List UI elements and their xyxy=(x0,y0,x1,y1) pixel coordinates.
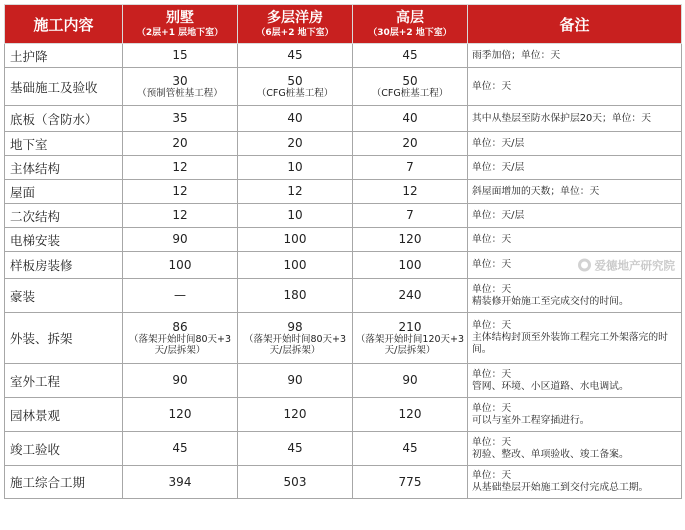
cell-villa-value: 45 xyxy=(172,441,188,455)
cell-high-value: 240 xyxy=(398,288,422,302)
note-line: 可以与室外工程穿插进行。 xyxy=(472,414,590,426)
watermark-logo-icon xyxy=(578,259,591,272)
cell-villa-value: 35 xyxy=(172,111,188,125)
row-note xyxy=(468,106,682,132)
note-line: 斜屋面增加的天数；单位：天 xyxy=(472,185,600,197)
cell-multi-value: 50 xyxy=(287,73,303,88)
cell-high xyxy=(353,398,468,432)
cell-multi-value: 180 xyxy=(283,288,307,302)
cell-high-value: 100 xyxy=(398,257,422,272)
cell-villa-detail: （落架开始时间80天+3天/层拆架） xyxy=(128,333,232,356)
header-villa-sub: （2层+1 层地下室） xyxy=(136,27,224,38)
row-name: 园林景观 xyxy=(5,398,123,432)
row-note xyxy=(468,398,682,432)
note-line: 单位：天 xyxy=(472,233,512,245)
cell-villa xyxy=(123,466,238,499)
cell-high-value: 50 xyxy=(402,73,418,88)
cell-villa xyxy=(123,398,238,432)
cell-villa-value: — xyxy=(174,288,186,302)
row-name: 底板（含防水） xyxy=(5,106,123,132)
cell-villa-value: 120 xyxy=(168,407,192,421)
cell-multi-value: 503 xyxy=(283,474,307,489)
header-high-title: 高层 xyxy=(396,9,424,26)
cell-villa xyxy=(123,132,238,156)
row-name: 竣工验收 xyxy=(5,432,123,466)
table-row xyxy=(5,132,682,156)
cell-high-value: 775 xyxy=(398,474,422,489)
cell-multi-value: 12 xyxy=(287,184,303,198)
cell-high-value: 120 xyxy=(398,232,422,246)
note-line: 单位：天 xyxy=(472,436,512,448)
note-line: 雨季加倍；单位：天 xyxy=(472,49,561,61)
cell-multi xyxy=(238,132,353,156)
cell-villa xyxy=(123,106,238,132)
header-item: 施工内容 xyxy=(5,5,123,44)
cell-multi-value: 10 xyxy=(287,160,303,174)
cell-multi xyxy=(238,156,353,180)
row-note xyxy=(468,466,682,499)
note-line: 从基础垫层开始施工到交付完成总工期。 xyxy=(472,482,649,493)
cell-villa-value: 20 xyxy=(172,136,188,150)
cell-multi-value: 45 xyxy=(287,441,303,455)
row-name: 主体结构 xyxy=(5,156,123,180)
cell-high xyxy=(353,364,468,398)
cell-multi xyxy=(238,313,353,364)
cell-high-value: 45 xyxy=(402,441,418,455)
note-line: 单位：天/层 xyxy=(472,161,525,173)
cell-high-value: 12 xyxy=(402,184,418,198)
note-line: 其中从垫层至防水保护层20天；单位：天 xyxy=(472,112,652,124)
cell-villa-value: 100 xyxy=(168,257,192,272)
cell-high xyxy=(353,156,468,180)
row-note xyxy=(468,432,682,466)
row-note xyxy=(468,313,682,364)
note-line: 管网、环境、小区道路、水电调试。 xyxy=(472,380,629,392)
cell-villa-value: 12 xyxy=(172,208,188,222)
note-line: 单位：天 xyxy=(472,368,512,380)
table-row xyxy=(5,156,682,180)
cell-high-value: 40 xyxy=(402,111,418,125)
header-high-sub: （30层+2 地下室） xyxy=(368,27,452,38)
note-line: 单位：天 xyxy=(472,80,512,92)
cell-high xyxy=(353,279,468,313)
cell-high xyxy=(353,68,468,106)
cell-villa-value: 394 xyxy=(168,474,192,489)
cell-high-value: 20 xyxy=(402,136,418,150)
table-row xyxy=(5,228,682,252)
header-note: 备注 xyxy=(468,5,682,44)
cell-villa xyxy=(123,432,238,466)
cell-multi xyxy=(238,466,353,499)
cell-villa-value: 15 xyxy=(172,48,188,62)
cell-villa xyxy=(123,279,238,313)
cell-high xyxy=(353,252,468,279)
row-name: 施工综合工期 xyxy=(5,466,123,499)
cell-multi xyxy=(238,106,353,132)
row-note xyxy=(468,204,682,228)
row-name: 室外工程 xyxy=(5,364,123,398)
cell-villa-value: 90 xyxy=(172,232,188,246)
cell-villa-value: 12 xyxy=(172,184,188,198)
cell-multi xyxy=(238,204,353,228)
cell-multi-value: 100 xyxy=(283,257,307,272)
cell-multi-value: 45 xyxy=(287,48,303,62)
row-note xyxy=(468,68,682,106)
table-row xyxy=(5,466,682,499)
row-note xyxy=(468,44,682,68)
cell-multi-value: 10 xyxy=(287,208,303,222)
cell-multi-value: 98 xyxy=(287,319,303,334)
cell-high-value: 7 xyxy=(406,160,414,174)
cell-high-value: 210 xyxy=(398,319,422,334)
table-row xyxy=(5,432,682,466)
table-row xyxy=(5,106,682,132)
cell-high-detail: （CFG桩基工程） xyxy=(371,87,449,99)
row-name: 二次结构 xyxy=(5,204,123,228)
cell-multi xyxy=(238,180,353,204)
note-line: 初验、整改、单项验收、竣工备案。 xyxy=(472,448,629,460)
note-line: 单位：天 xyxy=(472,259,512,270)
row-note xyxy=(468,180,682,204)
row-name: 地下室 xyxy=(5,132,123,156)
note-line: 精装修开始施工至完成交付的时间。 xyxy=(472,295,629,307)
table-row xyxy=(5,44,682,68)
cell-multi xyxy=(238,252,353,279)
cell-villa xyxy=(123,44,238,68)
cell-high-value: 7 xyxy=(406,208,414,222)
cell-villa-value: 30 xyxy=(172,73,188,88)
row-name: 电梯安装 xyxy=(5,228,123,252)
note-line: 单位：天/层 xyxy=(472,137,525,149)
header-multi-title: 多层洋房 xyxy=(267,9,323,26)
cell-villa xyxy=(123,228,238,252)
cell-high xyxy=(353,432,468,466)
row-note xyxy=(468,156,682,180)
cell-villa-value: 90 xyxy=(172,373,188,387)
cell-high xyxy=(353,106,468,132)
cell-high xyxy=(353,204,468,228)
cell-multi xyxy=(238,68,353,106)
cell-multi-value: 120 xyxy=(283,407,307,421)
table-row xyxy=(5,364,682,398)
table-row xyxy=(5,204,682,228)
table-row xyxy=(5,252,682,279)
cell-multi xyxy=(238,364,353,398)
cell-villa xyxy=(123,68,238,106)
cell-multi-value: 40 xyxy=(287,111,303,125)
cell-high-value: 45 xyxy=(402,48,418,62)
watermark-text: 爱德地产研究院 xyxy=(594,258,675,272)
header-multi xyxy=(238,5,353,44)
header-row xyxy=(5,5,682,44)
construction-schedule-table xyxy=(4,4,682,499)
row-name: 样板房装修 xyxy=(5,252,123,279)
note-line: 单位：天 xyxy=(472,470,512,481)
note-line: 单位：天 xyxy=(472,320,512,331)
cell-villa-value: 12 xyxy=(172,160,188,174)
table-row xyxy=(5,279,682,313)
cell-high xyxy=(353,466,468,499)
cell-villa xyxy=(123,204,238,228)
table-body xyxy=(5,44,682,499)
cell-multi xyxy=(238,279,353,313)
cell-high xyxy=(353,180,468,204)
cell-high-value: 120 xyxy=(398,407,422,421)
row-note xyxy=(468,279,682,313)
row-note xyxy=(468,132,682,156)
cell-multi xyxy=(238,228,353,252)
header-villa xyxy=(123,5,238,44)
cell-multi-value: 20 xyxy=(287,136,303,150)
cell-multi xyxy=(238,44,353,68)
cell-high-detail: （落架开始时间120天+3天/层拆架） xyxy=(355,333,465,356)
header-multi-sub: （6层+2 地下室） xyxy=(256,27,334,38)
cell-villa xyxy=(123,180,238,204)
row-note xyxy=(468,228,682,252)
cell-high xyxy=(353,44,468,68)
note-line: 单位：天/层 xyxy=(472,209,525,221)
cell-villa-value: 86 xyxy=(172,319,188,334)
row-note xyxy=(468,364,682,398)
cell-high-value: 90 xyxy=(402,373,418,387)
table-row xyxy=(5,313,682,364)
table-row xyxy=(5,180,682,204)
cell-villa xyxy=(123,364,238,398)
cell-villa-detail: （预制管桩基工程） xyxy=(137,87,223,99)
row-name: 基础施工及验收 xyxy=(5,68,123,106)
schedule-table-container xyxy=(4,4,681,526)
header-villa-title: 别墅 xyxy=(166,9,194,26)
note-line: 单位：天 xyxy=(472,283,512,295)
cell-villa xyxy=(123,313,238,364)
cell-multi-value: 100 xyxy=(283,232,307,246)
row-name: 土护降 xyxy=(5,44,123,68)
cell-high xyxy=(353,228,468,252)
cell-multi xyxy=(238,398,353,432)
cell-villa xyxy=(123,156,238,180)
row-name: 屋面 xyxy=(5,180,123,204)
cell-high xyxy=(353,313,468,364)
table-row xyxy=(5,398,682,432)
cell-multi xyxy=(238,432,353,466)
row-note xyxy=(468,252,682,279)
cell-villa xyxy=(123,252,238,279)
note-line: 单位：天 xyxy=(472,402,512,414)
cell-high xyxy=(353,132,468,156)
row-name: 外装、拆架 xyxy=(5,313,123,364)
cell-multi-detail: （CFG桩基工程） xyxy=(256,87,334,99)
header-high xyxy=(353,5,468,44)
table-row xyxy=(5,68,682,106)
note-line: 主体结构封顶至外装饰工程完工外架落完的时间。 xyxy=(472,332,668,355)
cell-multi-value: 90 xyxy=(287,373,303,387)
cell-multi-detail: （落架开始时间80天+3天/层拆架） xyxy=(243,333,347,356)
watermark xyxy=(578,259,676,272)
row-name: 豪装 xyxy=(5,279,123,313)
